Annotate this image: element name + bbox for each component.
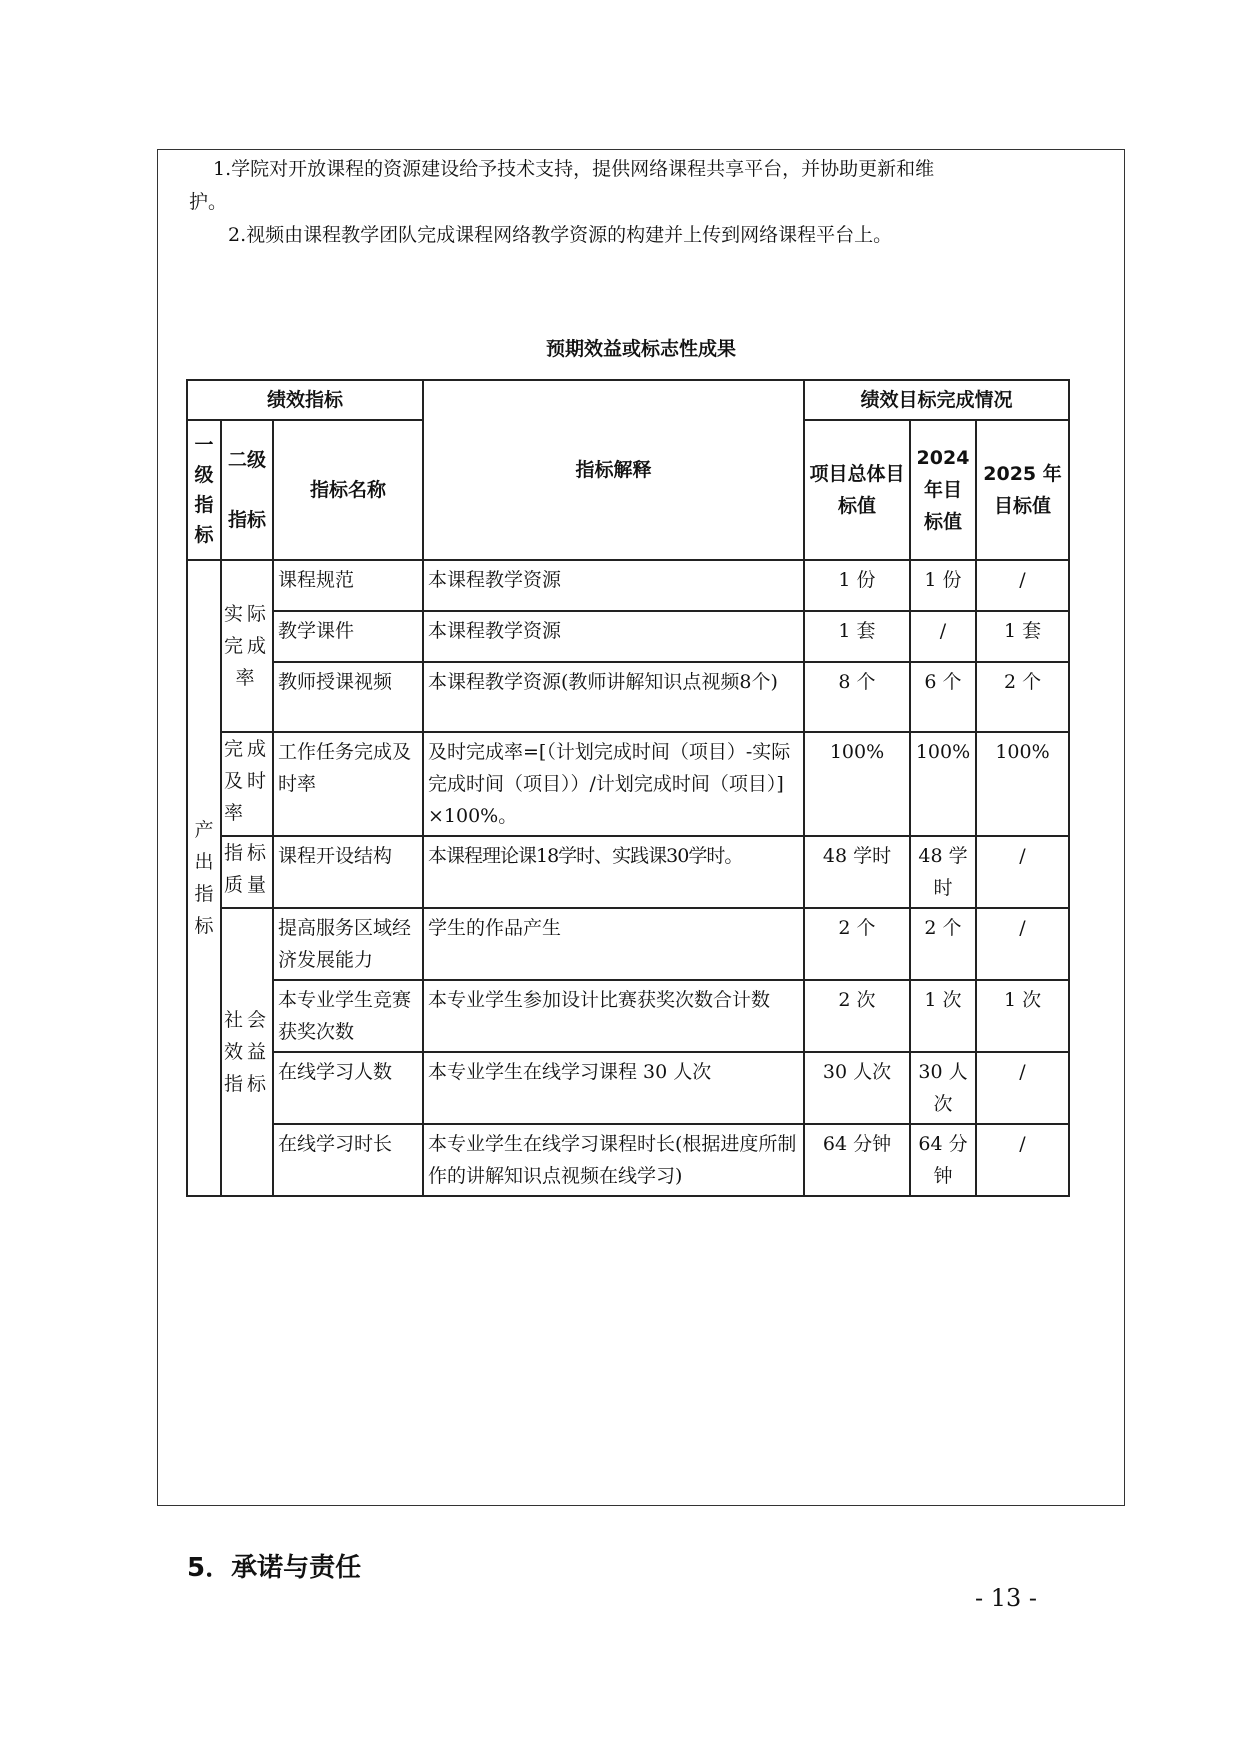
header-target-2024: 2024年目标值 [910,420,976,560]
row-2025: 1 次 [976,980,1069,1052]
row-2024: 1 份 [910,560,976,611]
section-title: 5．承诺与责任 [187,1553,362,1583]
row-name: 在线学习时长 [273,1124,423,1196]
row-2024: 6 个 [910,662,976,732]
row-total: 2 个 [804,908,910,980]
row-total: 2 次 [804,980,910,1052]
group-quality: 指标质量 [221,836,273,908]
row-2024: 64 分钟 [910,1124,976,1196]
performance-table [186,379,1070,1197]
row-explain: 及时完成率=[（计划完成时间（项目）-实际完成时间（项目））/计划完成时间（项目）]×100%。 [423,732,804,836]
header-level1: 一级指标 [187,420,221,560]
group-social: 社会效益指标 [221,908,273,1196]
row-total: 1 套 [804,611,910,662]
header-total-target: 项目总体目标值 [804,420,910,560]
row-explain: 学生的作品产生 [423,908,804,980]
row-2024: / [910,611,976,662]
row-name: 工作任务完成及时率 [273,732,423,836]
row-name: 提高服务区域经济发展能力 [273,908,423,980]
row-total: 1 份 [804,560,910,611]
row-name: 在线学习人数 [273,1052,423,1124]
row-total: 30 人次 [804,1052,910,1124]
row-explain: 本课程理论课18学时、实践课30学时。 [423,836,804,908]
group-timely-rate: 完成及时率 [221,732,273,836]
row-2024: 1 次 [910,980,976,1052]
row-2025: / [976,908,1069,980]
row-explain: 本专业学生在线学习课程 30 人次 [423,1052,804,1124]
row-2025: 2 个 [976,662,1069,732]
row-name: 教师授课视频 [273,662,423,732]
row-explain: 本课程教学资源(教师讲解知识点视频8个) [423,662,804,732]
row-total: 8 个 [804,662,910,732]
row-total: 64 分钟 [804,1124,910,1196]
header-completion: 绩效目标完成情况 [804,380,1069,420]
level1-output-cell: 产出指标 [187,560,221,1196]
row-2025: 1 套 [976,611,1069,662]
row-2024: 2 个 [910,908,976,980]
row-2025: / [976,1124,1069,1196]
row-explain: 本专业学生参加设计比赛获奖次数合计数 [423,980,804,1052]
header-name: 指标名称 [273,420,423,560]
row-2024: 48 学时 [910,836,976,908]
row-2025: / [976,836,1069,908]
header-target-2025: 2025 年目标值 [976,420,1069,560]
row-total: 48 学时 [804,836,910,908]
row-name: 课程规范 [273,560,423,611]
row-2024: 30 人次 [910,1052,976,1124]
row-2025: / [976,560,1069,611]
row-2025: / [976,1052,1069,1124]
header-perf-indicator: 绩效指标 [187,380,423,420]
row-name: 教学课件 [273,611,423,662]
header-explanation: 指标解释 [423,380,804,560]
content-frame [157,149,1125,1506]
group-actual-rate: 实际完成率 [221,560,273,732]
page-number: - 13 - [975,1584,1038,1612]
row-explain: 本课程教学资源 [423,560,804,611]
row-explain: 本专业学生在线学习课程时长(根据进度所制作的讲解知识点视频在线学习) [423,1124,804,1196]
row-2024: 100% [910,732,976,836]
table-caption: 预期效益或标志性成果 [545,338,736,360]
intro-paragraph-2: 2.视频由课程教学团队完成课程网络教学资源的构建并上传到网络课程平台上。 [228,224,893,246]
row-name: 课程开设结构 [273,836,423,908]
row-total: 100% [804,732,910,836]
header-level2: 二级指标 [221,420,273,560]
row-explain: 本课程教学资源 [423,611,804,662]
intro-paragraph-1-line-1: 1.学院对开放课程的资源建设给予技术支持，提供网络课程共享平台，并协助更新和维 [213,158,935,180]
row-2025: 100% [976,732,1069,836]
row-name: 本专业学生竞赛获奖次数 [273,980,423,1052]
intro-paragraph-1-line-2: 护。 [189,191,228,213]
